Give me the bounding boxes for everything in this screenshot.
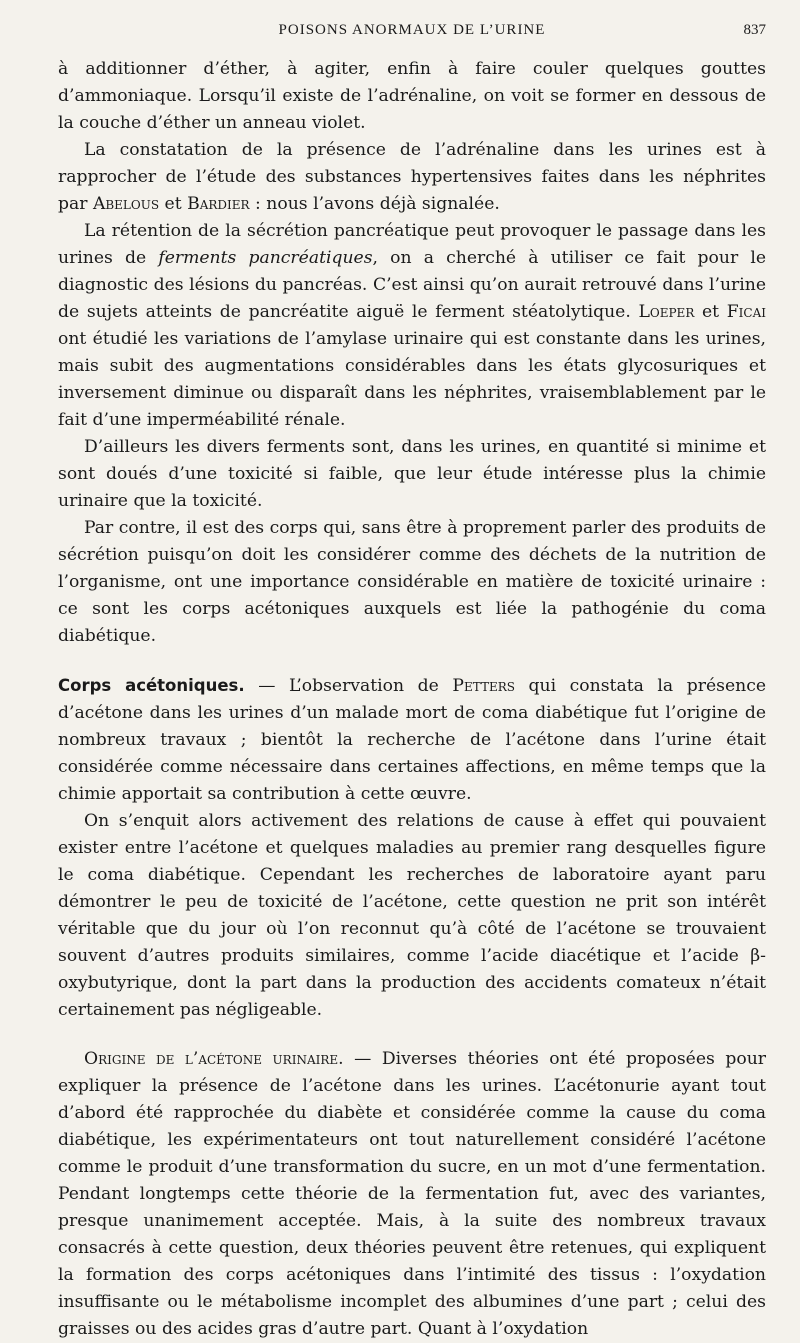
paragraph-1 [58,56,766,137]
section-heading: Corps acétoniques. [58,676,245,695]
author-name: Abelous [92,194,160,214]
section-gap [58,650,766,672]
paragraph-4 [58,434,766,515]
running-header [58,22,766,48]
paragraph-6-text-b: qui constata la présence d’acétone dans les urines d’un malade mort de coma diabétique fut l’origine de nombreux travaux ; bientôt la recherche de l’acétone dans l’urine était considérée comme nécessaire dans certaines affections, en même temps que la chimie apportait sa contribution à cette œuvre. [58,676,766,804]
paragraph-3-text-d: ont étudié les variations de l’amylase urinaire qui est constante dans les urines, mais subit des augmentations considérables dans les états glycosuriques et inversement diminue ou disparaît dans les néphrites, vraisemblablement par le fait d’une imperméabilité rénale. [58,329,766,430]
paragraph-3-text-b: , on a cherché à utiliser ce fait pour le diagnostic des lésions du pancréas. C’est ainsi qu’on aurait retrouvé dans l’urine de sujets atteints de pancréatite aiguë le ferment stéatolytique. [58,248,766,322]
paragraph-6 [58,672,766,808]
paragraph-3-text-a: La rétention de la sécrétion pancréatique peut provoquer le passage dans les urines de [58,221,766,268]
author-name: Ficai [726,302,766,322]
paragraph-2-text-a: La constatation de la présence de l’adrénaline dans les urines est à rapprocher de l’étude des substances hypertensives faites dans les néphrites par [58,140,766,214]
paragraph-2-text-c: : nous l’avons déjà signalée. [249,194,500,214]
running-title: POISONS ANORMAUX DE L’URINE [278,22,546,38]
author-name: Loeper [638,302,695,322]
page-number: 837 [743,22,766,38]
paragraph-5 [58,515,766,650]
paragraph-7-text: On s’enquit alors activement des relations de cause à effet qui pouvaient exister entre l’acétone et quelques maladies au premier rang desquelles figure le coma diabétique. Cependant les recherches de laboratoire ayant paru démontrer le peu de toxicité de l’acétone, cette question ne prit son intérêt véritable que du jour où l’on reconnut qu’à côté de l’acétone se trouvaient souvent d’autres produits similaires, comme l’acide diacétique et l’acide β-oxybutyrique, dont la part dans la production des accidents comateux n’était certainement pas négligeable. [58,811,766,1020]
section-gap [58,1024,766,1046]
italic-term: ferments pancréatiques [158,248,373,268]
paragraph-2 [58,137,766,218]
paragraph-7 [58,808,766,1024]
paragraph-3-text-c: et [694,302,727,322]
subsection-heading: Origine de l’acétone urinaire. [84,1049,344,1069]
paragraph-8 [58,1046,766,1343]
paragraph-6-text-a: — L’observation de [244,676,453,696]
paragraph-8-text: — Diverses théories ont été proposées pour expliquer la présence de l’acétone dans les urines. L’acétonurie ayant tout d’abord été rapprochée du diabète et considérée comme la cause du coma diabétique, les expérimentateurs ont tout naturellement considéré l’acétone comme le produit d’une transformation du sucre, en un mot d’une fermentation. Pendant longtemps cette théorie de la fermentation fut, avec des variantes, presque unanimement acceptée. Mais, à la suite des nombreux travaux consacrés à cette question, deux théories peuvent être retenues, qui expliquent la formation des corps acétoniques dans l’intimité des tissus : l’oxydation insuffisante ou le métabolisme incomplet des albumines d’une part ; celui des graisses ou des acides gras d’autre part. Quant à l’oxydation [58,1049,767,1339]
paragraph-5-text: Par contre, il est des corps qui, sans être à proprement parler des produits de sécrétion puisqu’on doit les considérer comme des déchets de la nutrition de l’organisme, ont une importance considérable en matière de toxicité urinaire : ce sont les corps acétoniques auxquels est liée la pathogénie du coma diabétique. [58,518,766,646]
body-text [58,56,766,1343]
page [58,22,767,1339]
author-name: Petters [452,676,515,696]
author-name: Bardier [187,194,250,214]
paragraph-3 [58,218,766,434]
paragraph-4-text: D’ailleurs les divers ferments sont, dans les urines, en quantité si minime et sont doués d’une toxicité si faible, que leur étude intéresse plus la chimie urinaire que la toxicité. [58,437,766,511]
paragraph-1-text: à additionner d’éther, à agiter, enfin à faire couler quelques gouttes d’ammoniaque. Lorsqu’il existe de l’adrénaline, on voit se former en dessous de la couche d’éther un anneau violet. [58,59,766,133]
paragraph-2-text-b: et [159,194,188,214]
